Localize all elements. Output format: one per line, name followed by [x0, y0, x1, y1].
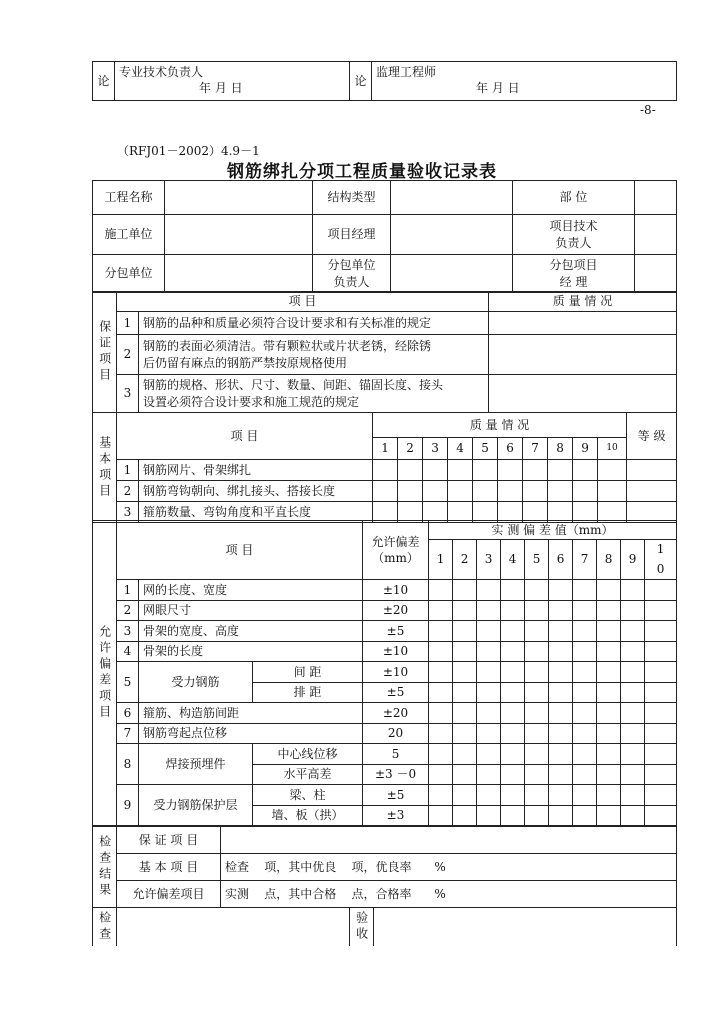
tol-cell[interactable] [597, 785, 621, 806]
tol-cell[interactable] [573, 785, 597, 806]
check-value[interactable] [117, 908, 350, 946]
tol-cell[interactable] [621, 600, 645, 621]
tol-item-no: 2 [117, 600, 139, 621]
tol-cell[interactable] [477, 641, 501, 662]
tol-num-9: 9 [621, 540, 645, 580]
result-guarantee-value[interactable] [221, 827, 677, 854]
prev-left-label: 论 [93, 62, 115, 101]
tol-item-text: 受力钢筋保护层 [139, 785, 253, 826]
tol-cell[interactable] [645, 785, 677, 806]
basic-num-4: 4 [448, 438, 473, 460]
tol-cell[interactable] [549, 703, 573, 724]
prev-right-signature [372, 62, 677, 101]
sub-lead-line2: 负责人 [333, 274, 370, 289]
tol-cell[interactable] [501, 641, 525, 662]
basic-num-10: 10 [598, 438, 627, 460]
basic-col-quality: 质 量 情 况 [373, 413, 627, 438]
basic-cell[interactable] [473, 460, 498, 481]
tol-cell[interactable] [501, 805, 525, 826]
basic-table [92, 412, 677, 523]
basic-cell[interactable] [423, 481, 448, 502]
guarantee-item-no: 2 [117, 335, 139, 375]
basic-row [93, 481, 677, 502]
tol-cell[interactable] [621, 703, 645, 724]
basic-cell[interactable] [498, 460, 523, 481]
tol-cell[interactable] [549, 744, 573, 765]
guarantee-item-line: 钢筋的表面必须清洁。带有颗粒状或片状老锈，经除锈 [143, 339, 432, 354]
basic-cell[interactable] [523, 460, 548, 481]
result-tolerance-label: 允许偏差项目 [117, 881, 221, 908]
basic-section-label: 基本项目 [93, 413, 117, 523]
tol-cell[interactable] [429, 600, 453, 621]
tol-cell[interactable] [525, 744, 549, 765]
tol-cell[interactable] [573, 744, 597, 765]
sub-lead-line1: 分包单位 [327, 258, 376, 273]
prev-left-role: 专业技术负责人 [119, 65, 204, 79]
basic-cell[interactable] [548, 460, 573, 481]
tol-cell[interactable] [621, 580, 645, 601]
tolerance-row [93, 621, 677, 642]
tolerance-col-measured: 实 测 偏 差 值（mm） [429, 521, 677, 540]
guarantee-item-line: 设置必须符合设计要求和施工规范的规定 [143, 394, 360, 409]
tol-num-5: 5 [525, 540, 549, 580]
tol-cell[interactable] [549, 764, 573, 785]
tol-item-text: 焊接预埋件 [139, 744, 253, 785]
prev-left-date: 年 月 日 [199, 81, 243, 96]
tolerance-row [93, 785, 677, 806]
tol-item-dev: 20 [363, 723, 429, 744]
tol-item-dev: 5 [363, 744, 429, 765]
tol-cell[interactable] [645, 621, 677, 642]
accept-value[interactable] [374, 908, 677, 946]
basic-item-no: 3 [117, 502, 139, 523]
tol-cell[interactable] [597, 662, 621, 683]
tol-cell[interactable] [645, 600, 677, 621]
tol-num-1: 1 [429, 540, 453, 580]
basic-cell[interactable] [473, 481, 498, 502]
tol-cell[interactable] [525, 662, 549, 683]
tol-cell[interactable] [501, 764, 525, 785]
tol-num-10-digit: 0 [656, 561, 665, 576]
tol-cell[interactable] [477, 662, 501, 683]
tol-cell[interactable] [573, 621, 597, 642]
guarantee-item-text: 钢筋的品种和质量必须符合设计要求和有关标准的规定 [139, 312, 489, 335]
tol-item-dev: ±20 [363, 703, 429, 724]
page-number: -8- [640, 103, 656, 117]
tol-cell[interactable] [621, 621, 645, 642]
tol-cell[interactable] [549, 621, 573, 642]
tol-item-dev: ±20 [363, 600, 429, 621]
tol-cell[interactable] [453, 805, 477, 826]
tolerance-row [93, 580, 677, 601]
tol-cell[interactable] [621, 641, 645, 662]
tol-item-no: 9 [117, 785, 139, 826]
tol-cell[interactable] [525, 764, 549, 785]
tol-item-text: 箍筋、构造筋间距 [139, 703, 363, 724]
tol-cell[interactable] [501, 723, 525, 744]
basic-grade-cell[interactable] [627, 481, 677, 502]
basic-col-grade: 等 级 [627, 413, 677, 460]
tol-cell[interactable] [429, 723, 453, 744]
tol-cell[interactable] [477, 621, 501, 642]
tol-cell[interactable] [453, 785, 477, 806]
tol-cell[interactable] [429, 785, 453, 806]
tol-cell[interactable] [501, 682, 525, 703]
tol-cell[interactable] [429, 580, 453, 601]
basic-cell[interactable] [423, 460, 448, 481]
guarantee-col-quality: 质 量 情 况 [489, 292, 677, 312]
basic-num-3: 3 [423, 438, 448, 460]
tech-lead-line2: 负责人 [555, 235, 592, 250]
tol-cell[interactable] [573, 580, 597, 601]
result-section-label: 检查结果 [93, 827, 117, 908]
tol-num-10-digit: 1 [656, 542, 665, 557]
basic-cell[interactable] [398, 481, 423, 502]
result-guarantee-label: 保 证 项 目 [117, 827, 221, 854]
tol-item-dev: ±5 [363, 682, 429, 703]
tol-cell[interactable] [549, 662, 573, 683]
tech-lead-label [513, 215, 635, 255]
prev-right-date: 年 月 日 [476, 81, 520, 96]
sub-lead-value[interactable] [391, 255, 513, 293]
guarantee-quality-cell[interactable] [489, 375, 677, 413]
guarantee-quality-cell[interactable] [489, 335, 677, 375]
previous-form-footer [92, 61, 677, 101]
prev-right-label: 论 [350, 62, 372, 101]
tol-cell[interactable] [429, 682, 453, 703]
tol-num-10 [645, 540, 677, 580]
tol-cell[interactable] [573, 703, 597, 724]
basic-cell[interactable] [548, 481, 573, 502]
tol-item-no: 4 [117, 641, 139, 662]
tol-cell[interactable] [525, 682, 549, 703]
tol-cell[interactable] [453, 723, 477, 744]
tol-cell[interactable] [597, 744, 621, 765]
basic-num-7: 7 [523, 438, 548, 460]
tolerance-section-label: 允许偏差项目 [93, 521, 117, 826]
part-label: 部 位 [513, 181, 635, 215]
tolerance-table [92, 520, 677, 826]
tol-cell[interactable] [501, 744, 525, 765]
tol-cell[interactable] [621, 662, 645, 683]
project-manager-label: 项目经理 [313, 215, 391, 255]
tol-cell[interactable] [597, 682, 621, 703]
basic-item-no: 1 [117, 460, 139, 481]
tol-cell[interactable] [525, 805, 549, 826]
basic-num-2: 2 [398, 438, 423, 460]
result-basic-label: 基 本 项 目 [117, 854, 221, 881]
tol-cell[interactable] [645, 764, 677, 785]
tol-cell[interactable] [525, 703, 549, 724]
tol-cell[interactable] [525, 641, 549, 662]
basic-cell[interactable] [573, 460, 598, 481]
tol-cell[interactable] [453, 682, 477, 703]
tol-item-text: 受力钢筋 [139, 662, 253, 703]
tol-cell[interactable] [645, 682, 677, 703]
tol-num-8: 8 [597, 540, 621, 580]
part-value[interactable] [635, 181, 677, 215]
tol-cell[interactable] [429, 662, 453, 683]
tol-sub-text: 中心线位移 [253, 744, 363, 765]
tol-item-dev: ±3 －0 [363, 764, 429, 785]
tol-cell[interactable] [429, 764, 453, 785]
tech-lead-line1: 项目技术 [549, 219, 598, 234]
tol-item-text: 骨架的长度 [139, 641, 363, 662]
basic-cell[interactable] [373, 481, 398, 502]
tol-cell[interactable] [453, 580, 477, 601]
tol-sub-text: 间 距 [253, 662, 363, 683]
tol-cell[interactable] [477, 805, 501, 826]
tolerance-row [93, 744, 677, 765]
basic-grade-cell[interactable] [627, 460, 677, 481]
check-label: 检查 [93, 908, 117, 946]
tol-item-dev: ±10 [363, 580, 429, 601]
tol-cell[interactable] [597, 764, 621, 785]
subcontractor-value[interactable] [165, 255, 313, 293]
tol-cell[interactable] [453, 641, 477, 662]
tol-cell[interactable] [573, 662, 597, 683]
sub-manager-value[interactable] [635, 255, 677, 293]
tol-item-text: 网眼尺寸 [139, 600, 363, 621]
basic-cell[interactable] [523, 481, 548, 502]
tol-item-dev: ±10 [363, 662, 429, 683]
tol-cell[interactable] [645, 805, 677, 826]
tol-num-2: 2 [453, 540, 477, 580]
tol-cell[interactable] [429, 621, 453, 642]
project-name-label: 工程名称 [93, 181, 165, 215]
tol-cell[interactable] [501, 785, 525, 806]
tolerance-col-deviation-line2: （mm） [372, 551, 419, 565]
tolerance-row [93, 641, 677, 662]
tol-cell[interactable] [477, 600, 501, 621]
tol-cell[interactable] [525, 621, 549, 642]
tol-num-4: 4 [501, 540, 525, 580]
tol-cell[interactable] [477, 764, 501, 785]
tol-cell[interactable] [429, 744, 453, 765]
prev-right-role: 监理工程师 [376, 65, 437, 79]
tolerance-col-item: 项 目 [117, 521, 363, 580]
tol-item-text: 骨架的宽度、高度 [139, 621, 363, 642]
tol-cell[interactable] [573, 723, 597, 744]
basic-cell[interactable] [598, 481, 627, 502]
tol-cell[interactable] [621, 764, 645, 785]
tol-cell[interactable] [549, 805, 573, 826]
tol-cell[interactable] [621, 785, 645, 806]
guarantee-col-item: 项 目 [117, 292, 489, 312]
tol-item-dev: ±5 [363, 785, 429, 806]
tol-cell[interactable] [597, 805, 621, 826]
tol-num-7: 7 [573, 540, 597, 580]
tol-cell[interactable] [573, 764, 597, 785]
tol-cell[interactable] [477, 723, 501, 744]
tolerance-row [93, 662, 677, 683]
guarantee-item-no: 1 [117, 312, 139, 335]
tol-cell[interactable] [645, 703, 677, 724]
sub-manager-line1: 分包项目 [549, 258, 598, 273]
basic-cell[interactable] [498, 481, 523, 502]
tol-sub-text: 排 距 [253, 682, 363, 703]
tol-cell[interactable] [621, 805, 645, 826]
tol-num-6: 6 [549, 540, 573, 580]
tol-cell[interactable] [549, 682, 573, 703]
tol-item-no: 3 [117, 621, 139, 642]
tol-cell[interactable] [621, 682, 645, 703]
guarantee-item-line: 后仍留有麻点的钢筋严禁按原规格使用 [143, 355, 348, 370]
tol-cell[interactable] [645, 641, 677, 662]
guarantee-section-label: 保证项目 [93, 292, 117, 413]
guarantee-table [92, 291, 677, 413]
basic-cell[interactable] [573, 481, 598, 502]
tol-item-no: 1 [117, 580, 139, 601]
guarantee-item-text [139, 375, 489, 413]
tol-cell[interactable] [645, 662, 677, 683]
tol-cell[interactable] [501, 662, 525, 683]
bottom-sign-table [92, 907, 677, 946]
basic-col-item: 项 目 [117, 413, 373, 460]
tol-item-no: 6 [117, 703, 139, 724]
tol-cell[interactable] [597, 621, 621, 642]
tol-cell[interactable] [573, 682, 597, 703]
tol-cell[interactable] [597, 723, 621, 744]
tol-cell[interactable] [477, 785, 501, 806]
tol-cell[interactable] [501, 600, 525, 621]
basic-item-no: 2 [117, 481, 139, 502]
basic-item-text: 箍筋数量、弯钩角度和平直长度 [139, 502, 373, 523]
basic-num-8: 8 [548, 438, 573, 460]
tol-sub-text: 梁、柱 [253, 785, 363, 806]
structure-type-value[interactable] [391, 181, 513, 215]
tol-cell[interactable] [501, 580, 525, 601]
tol-cell[interactable] [477, 580, 501, 601]
tol-num-3: 3 [477, 540, 501, 580]
tol-item-text: 钢筋弯起点位移 [139, 723, 363, 744]
tol-cell[interactable] [429, 805, 453, 826]
tol-item-dev: ±5 [363, 621, 429, 642]
basic-cell[interactable] [448, 481, 473, 502]
tol-cell[interactable] [573, 600, 597, 621]
basic-item-text: 钢筋网片、骨架绑扎 [139, 460, 373, 481]
result-basic-text: 检查 项，其中优良 项，优良率 % [221, 854, 677, 881]
tol-item-dev: ±10 [363, 641, 429, 662]
tol-item-text: 网的长度、宽度 [139, 580, 363, 601]
tol-cell[interactable] [549, 600, 573, 621]
tol-cell[interactable] [453, 744, 477, 765]
guarantee-quality-cell[interactable] [489, 312, 677, 335]
tol-cell[interactable] [621, 723, 645, 744]
tol-cell[interactable] [645, 580, 677, 601]
tol-cell[interactable] [477, 703, 501, 724]
basic-cell[interactable] [448, 460, 473, 481]
tol-cell[interactable] [645, 723, 677, 744]
header-table [92, 180, 677, 293]
basic-num-5: 5 [473, 438, 498, 460]
tol-cell[interactable] [429, 703, 453, 724]
tol-cell[interactable] [549, 723, 573, 744]
tol-cell[interactable] [453, 662, 477, 683]
tolerance-row [93, 723, 677, 744]
tol-cell[interactable] [501, 621, 525, 642]
tol-cell[interactable] [501, 703, 525, 724]
tolerance-col-deviation [363, 521, 429, 580]
tol-cell[interactable] [549, 580, 573, 601]
tol-cell[interactable] [453, 600, 477, 621]
tol-sub-text: 墙、板（拱） [253, 805, 363, 826]
tol-cell[interactable] [525, 723, 549, 744]
tol-cell[interactable] [525, 785, 549, 806]
sub-manager-line2: 经 理 [559, 274, 588, 289]
sub-lead-label [313, 255, 391, 293]
basic-row [93, 460, 677, 481]
structure-type-label: 结构类型 [313, 181, 391, 215]
tol-cell[interactable] [453, 764, 477, 785]
tol-item-no: 8 [117, 744, 139, 785]
basic-item-text: 钢筋弯钩朝向、绑扎接头、搭接长度 [139, 481, 373, 502]
tol-item-no: 7 [117, 723, 139, 744]
construction-unit-label: 施工单位 [93, 215, 165, 255]
tol-cell[interactable] [429, 641, 453, 662]
project-manager-value[interactable] [391, 215, 513, 255]
basic-cell[interactable] [598, 460, 627, 481]
tol-cell[interactable] [453, 621, 477, 642]
project-name-value[interactable] [165, 181, 313, 215]
basic-num-6: 6 [498, 438, 523, 460]
tol-cell[interactable] [597, 580, 621, 601]
tol-item-no: 5 [117, 662, 139, 703]
guarantee-item-line: 钢筋的规格、形状、尺寸、数量、间距、锚固长度、接头 [143, 378, 444, 393]
construction-unit-value[interactable] [165, 215, 313, 255]
basic-num-1: 1 [373, 438, 398, 460]
tol-cell[interactable] [621, 744, 645, 765]
tolerance-col-deviation-line1: 允许偏差 [371, 534, 420, 549]
guarantee-item-no: 3 [117, 375, 139, 413]
basic-cell[interactable] [398, 460, 423, 481]
tol-sub-text: 水平高差 [253, 764, 363, 785]
tol-cell[interactable] [597, 703, 621, 724]
tol-cell[interactable] [549, 641, 573, 662]
guarantee-item-text [139, 335, 489, 375]
tolerance-row [93, 600, 677, 621]
basic-num-9: 9 [573, 438, 598, 460]
tol-cell[interactable] [645, 744, 677, 765]
basic-cell[interactable] [373, 460, 398, 481]
tol-cell[interactable] [525, 600, 549, 621]
form-code: （RFJ01－2002）4.9－1 [117, 144, 260, 158]
tol-cell[interactable] [525, 580, 549, 601]
tol-cell[interactable] [573, 641, 597, 662]
tol-cell[interactable] [597, 641, 621, 662]
tol-cell[interactable] [477, 744, 501, 765]
tol-cell[interactable] [477, 682, 501, 703]
sub-manager-label [513, 255, 635, 293]
tolerance-row [93, 703, 677, 724]
result-table [92, 826, 677, 908]
tol-cell[interactable] [549, 785, 573, 806]
tol-item-dev: ±3 [363, 805, 429, 826]
tech-lead-value[interactable] [635, 215, 677, 255]
page-title: 钢筋绑扎分项工程质量验收记录表 [227, 162, 497, 182]
prev-left-signature [115, 62, 350, 101]
tol-cell[interactable] [573, 805, 597, 826]
subcontractor-label: 分包单位 [93, 255, 165, 293]
tol-cell[interactable] [597, 600, 621, 621]
tol-cell[interactable] [453, 703, 477, 724]
result-tolerance-text: 实测 点，其中合格 点，合格率 % [221, 881, 677, 908]
accept-label: 验收 [350, 908, 374, 946]
